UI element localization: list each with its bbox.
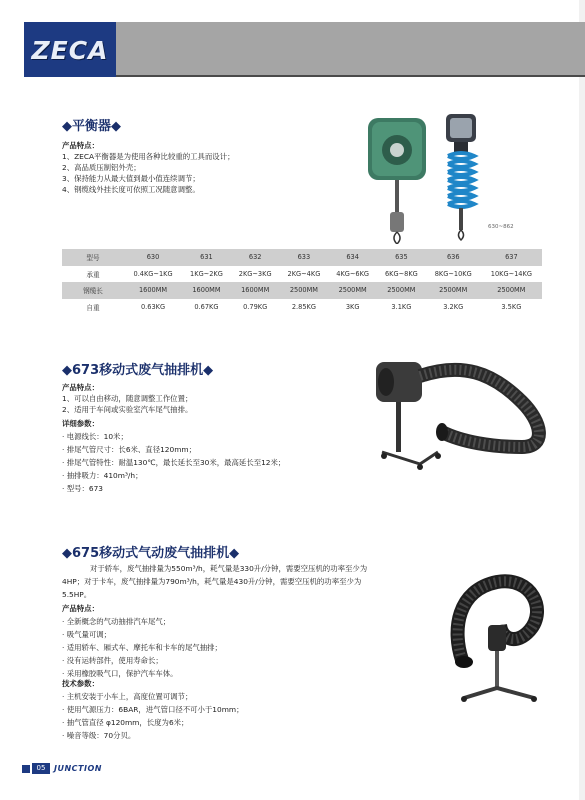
features-label: 产品特点：	[62, 141, 99, 150]
param-line: · 抽气管直径 φ120mm，长度为6米；	[62, 718, 189, 727]
table-cell: 2500MM	[280, 282, 329, 299]
logo-text: ZECA	[31, 36, 109, 65]
table-cell: 631	[182, 249, 231, 266]
table-cell: 633	[280, 249, 329, 266]
intro-line: 5.5HP。	[62, 590, 92, 599]
section-title-balancer: ◆平衡器◆	[62, 119, 121, 134]
balancer-blue-coil-image	[446, 114, 476, 240]
table-cell: 2500MM	[426, 282, 481, 299]
param-line: · 主机安装于小车上，高度位置可调节；	[62, 692, 193, 701]
image-caption: 630~862	[488, 224, 514, 230]
params-label: 详细参数：	[62, 419, 99, 428]
table-cell: 1600MM	[231, 282, 280, 299]
feature-line: 2、适用于车间或实验室汽车尾气抽排。	[62, 405, 193, 414]
table-cell: 0.79KG	[231, 299, 280, 316]
param-line: · 型号：673	[62, 484, 103, 493]
spec-table	[62, 249, 542, 315]
features-label: 产品特点：	[62, 383, 99, 392]
feature-line: 2、高品质压制铝外壳；	[62, 163, 141, 172]
table-row	[62, 282, 542, 299]
table-cell: 8KG~10KG	[426, 266, 481, 283]
table-row	[62, 249, 542, 266]
footer-marker	[22, 765, 30, 773]
table-cell: 3KG	[328, 299, 377, 316]
table-cell: 636	[426, 249, 481, 266]
page-number: 05	[32, 763, 50, 774]
feature-line: 4、钢缆线外挂长度可依照工况随意调整。	[62, 185, 200, 194]
table-cell: 2500MM	[377, 282, 426, 299]
exhaust-extractor-673-image	[372, 352, 554, 482]
table-cell: 2KG~3KG	[231, 266, 280, 283]
table-cell: 637	[481, 249, 542, 266]
table-cell: 634	[328, 249, 377, 266]
param-line: · 排尾气管尺寸：长6米、直径120mm；	[62, 445, 196, 454]
param-line: · 排尾气管特性：耐温130℃，最长延长至30米，最高延长至12米；	[62, 458, 286, 467]
table-cell: 承重	[62, 266, 124, 283]
table-row	[62, 299, 542, 316]
feature-line: 1、可以自由移动，随意调整工作位置；	[62, 394, 193, 403]
param-line: · 电源线长：10米；	[62, 432, 128, 441]
feature-line: · 全新概念的气动抽排汽车尾气；	[62, 617, 171, 626]
param-line: · 噪音等级：70分贝。	[62, 731, 136, 740]
table-cell: 2500MM	[481, 282, 542, 299]
table-cell: 0.4KG~1KG	[124, 266, 182, 283]
table-cell: 0.63KG	[124, 299, 182, 316]
intro-line: 对于轿车，废气抽排量为550m³/h，耗气量是330升/分钟，需要空压机的功率至少为	[90, 564, 368, 573]
section-title-675: ◆675移动式气动废气抽排机◆	[62, 546, 240, 561]
table-cell: 632	[231, 249, 280, 266]
table-cell: 0.67KG	[182, 299, 231, 316]
table-cell: 1600MM	[182, 282, 231, 299]
feature-line: 3、保持能力从最大值到最小值连续调节；	[62, 174, 200, 183]
table-cell: 1KG~2KG	[182, 266, 231, 283]
table-cell: 6KG~8KG	[377, 266, 426, 283]
table-cell: 635	[377, 249, 426, 266]
params-label: 技术参数：	[62, 679, 99, 688]
table-cell: 型号	[62, 249, 124, 266]
param-line: · 使用气源压力：6BAR，进气管口径不可小于10mm；	[62, 705, 244, 714]
table-cell: 2KG~4KG	[280, 266, 329, 283]
feature-line: · 适用轿车、厢式车、摩托车和卡车的尾气抽排；	[62, 643, 222, 652]
balancer-green-image	[368, 118, 426, 244]
feature-line: · 吸气量可调；	[62, 630, 112, 639]
section-title-673: ◆673移动式废气抽排机◆	[62, 363, 214, 378]
table-cell: 2500MM	[328, 282, 377, 299]
brand-logo	[24, 22, 116, 77]
table-cell: 3.1KG	[377, 299, 426, 316]
table-cell: 3.5KG	[481, 299, 542, 316]
exhaust-extractor-675-image	[442, 570, 562, 710]
table-cell: 2.85KG	[280, 299, 329, 316]
param-line: · 抽排吸力：410m³/h；	[62, 471, 143, 480]
table-cell: 4KG~6KG	[328, 266, 377, 283]
feature-line: 1、ZECA平衡器是为使用各种比较重的工具而设计；	[62, 152, 235, 161]
table-cell: 3.2KG	[426, 299, 481, 316]
table-cell: 自重	[62, 299, 124, 316]
features-label: 产品特点：	[62, 604, 99, 613]
feature-line: · 没有运转部件，使用寿命长；	[62, 656, 163, 665]
table-row	[62, 266, 542, 283]
feature-line: · 采用橡胶吸气口，保护汽车车体。	[62, 669, 178, 678]
page-edge	[579, 0, 585, 800]
table-cell: 1600MM	[124, 282, 182, 299]
table-cell: 钢缆长	[62, 282, 124, 299]
footer-brand: JUNCTION	[54, 764, 102, 773]
table-cell: 10KG~14KG	[481, 266, 542, 283]
table-cell: 630	[124, 249, 182, 266]
intro-line: 4HP；对于卡车，废气抽排量为790m³/h，耗气量是430升/分钟，需要空压机的功率至少为	[62, 577, 362, 586]
